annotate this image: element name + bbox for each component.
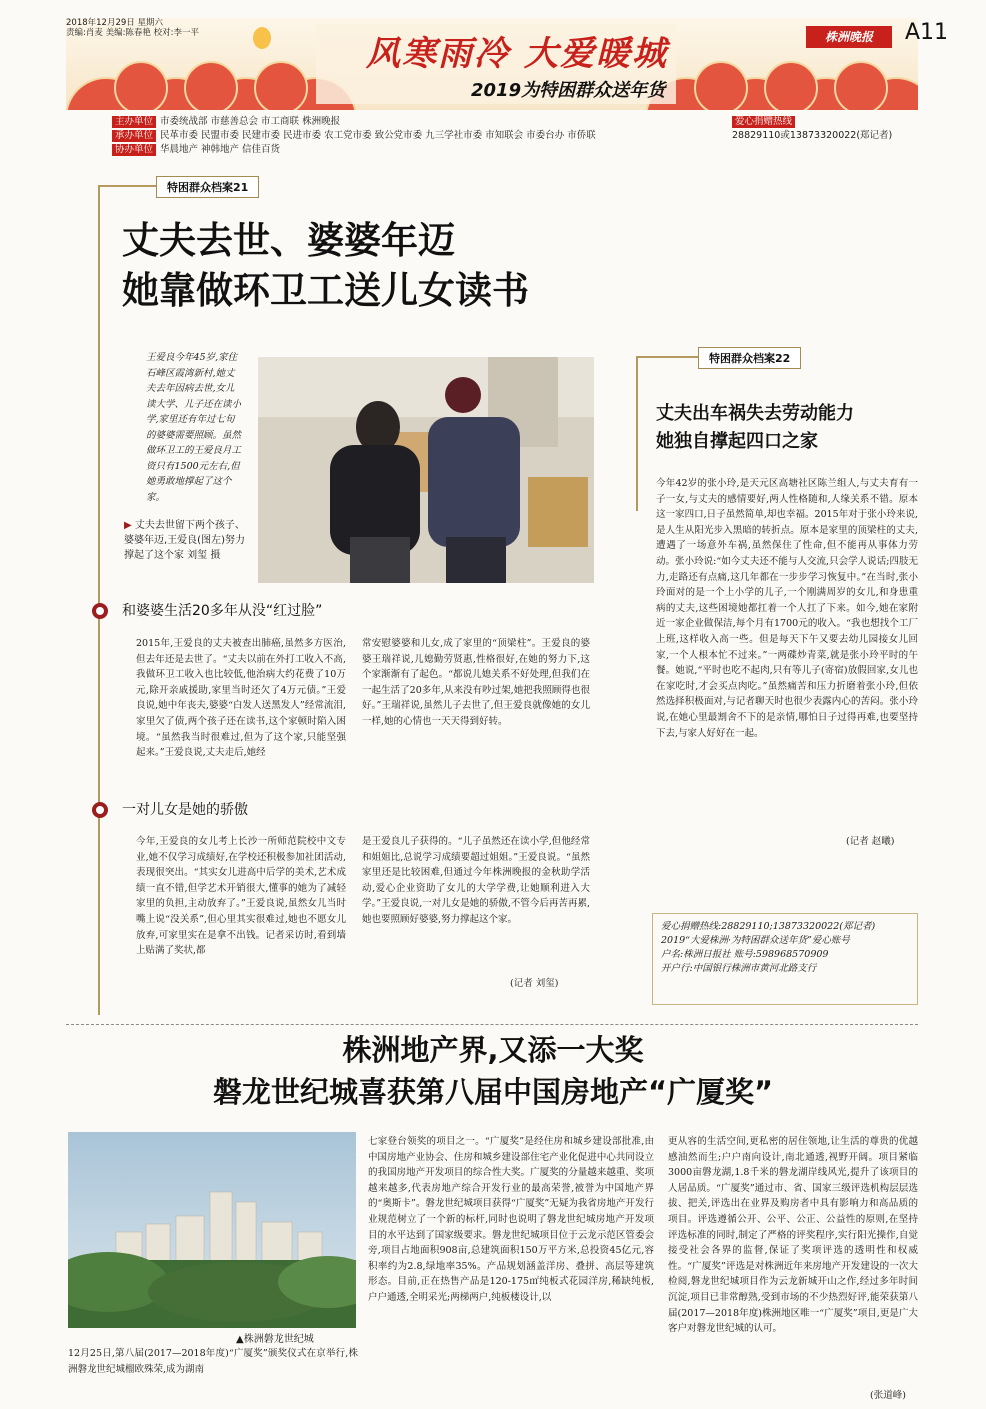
host-list: 市委统战部 市慈善总会 市工商联 株洲晚报	[160, 116, 341, 127]
feature-col3: 更从容的生活空间,更私密的居住领地,让生活的尊贵的优越感油然而生;户户南向设计,南北通透,视野开阔。项目紧临3000亩磐龙湖,1.8千米的磐龙湖岸线风光,提升了该项目的人居品质。“广厦奖”通过市、省、国家三级评选机构层层选拔、把关,评选出在业界及购房者中具有影响力和高品质的项目。评选遵循公开、公平、公正、公益性的原则,在坚持评选标准的同时,制定了严格的评奖程序,实行阳光操作,自觉接受社会各界的监督,保证了奖项评选的透明性和权威性。“广厦奖”评选是对株洲近年来房地产开发建设的一次大检阅,磐龙世纪城项目作为云龙新城开山之作,经过多年时间沉淀,项目已非常醇熟,受到市场的不少热烈好评,能荣获第八届(2017—2018年度)株洲地区唯一“广厦奖”项目,更是广大客户对磐龙世纪城的认可。	[668, 1136, 918, 1335]
banner-title: 风寒雨冷 大爱暖城	[366, 34, 668, 74]
feature-photo-caption: ▲株洲磐龙世纪城	[236, 1334, 314, 1345]
story21-headline-1: 丈夫去世、婆婆年迈	[122, 219, 455, 262]
section-marker-icon	[92, 802, 108, 818]
story21-headline-2: 她靠做环卫工送儿女读书	[122, 269, 529, 312]
photo-women-sitting	[258, 357, 594, 583]
story21-intro: 王爱良今年45岁,家住石峰区霞湾新村,她丈夫去年因病去世,女儿读大学、儿子还在读小学,家里还有年过七旬的婆婆需要照顾。虽然做环卫工的王爱良月工资只有1500元左右,但她勇敢地撑起了这个家。	[146, 352, 242, 503]
story21-section1-title: 和婆婆生活20多年从没“红过脸”	[122, 603, 323, 619]
section-marker-icon	[92, 603, 108, 619]
banner-subtitle: 2019为特困群众送年货	[471, 80, 666, 101]
donation-info-box	[652, 913, 918, 1005]
story22-byline: (记者 赵曦)	[846, 836, 895, 847]
hotline-label: 爱心捐赠热线	[732, 116, 795, 128]
hotline-number: 28829110或13873320022(郑记者)	[732, 130, 893, 141]
donation-line-1: 爱心捐赠热线:28829110;13873320022(郑记者)	[661, 921, 876, 932]
story22-rule	[636, 356, 638, 511]
feature-photo	[68, 1132, 356, 1328]
editor-credits: 责编:肖麦 美编:陈春艳 校对:李一平	[66, 28, 199, 38]
story22-kicker: 特困群众档案22	[698, 347, 801, 369]
story22-headline-2: 她独自撑起四口之家	[656, 431, 818, 452]
assist-list: 华晨地产 神韩地产 信佳百货	[160, 144, 281, 155]
host-label: 主办单位	[112, 116, 156, 128]
page-number: A11	[905, 20, 949, 45]
organizer-block	[112, 116, 722, 156]
feature-headline-2: 磐龙世纪城喜获第八届中国房地产“广厦奖”	[212, 1075, 774, 1109]
story21-rule-top	[98, 185, 158, 187]
caption-arrow-icon: ▶	[124, 520, 132, 531]
story21-section1-col1: 2015年,王爱良的丈夫被查出肺癌,虽然多方医治,但去年还是去世了。“丈夫以前在外打工收入不高,我做环卫工收入也比较低,他治病大约花费了10万元,除开亲戚援助,家里当时还欠了4万元债。”王爱良说,她中年丧夫,婆婆“白发人送黑发人”经常流泪,家里欠了债,两个孩子还在读书,这个家顿时陷入困境。“虽然我当时很难过,但为了这个家,只能坚强起来。”王爱良说,丈夫走后,她经	[136, 638, 346, 759]
story21-caption: 丈夫去世留下两个孩子、婆婆年迈,王爱良(图左)努力撑起了这个家 刘玺 摄	[124, 520, 245, 561]
feature-headline-1: 株洲地产界,又添一大奖	[342, 1033, 644, 1067]
story21-kicker: 特困群众档案21	[156, 176, 259, 198]
story22-body: 今年42岁的张小玲,是天元区高塘社区陈兰组人,与丈夫育有一子一女,与丈夫的感情要好,两人性格随和,人缘关系不错。原本这一家四口,日子虽然简单,却也幸福。2015年对于张小玲来说,是人生从阳光步入黑暗的转折点。原本是家里的顶梁柱的丈夫,遭遇了一场意外车祸,虽然保住了性命,但不能再从事体力劳动。张小玲说:“如今丈夫还不能与人交流,只会学人说话;四肢无力,走路还有点痛,这几年都在一步步学习恢复中。”在当时,张小玲面对的是一个上小学的儿子,一个刚满周岁的女儿,和身患重病的丈夫,这些困境她都扛着一个人扛了下来。如今,她在家附近一家企业做保洁,每个月有1700元的收入。“我也想找个工厂上班,这样收入高一些。但是每天下午又要去幼儿园接女儿回家,一个人根本忙不过来。”一两碟炒青菜,就是张小玲平时的午餐。她说,“平时也吃不起肉,只有等儿子(寄宿)放假回家,女儿也在家吃时,才会买点肉吃。”虽然痛苦和压力折磨着张小玲,但依然选择积极面对,与记者聊天时也很少表露内心的苦闷。张小玲说,在她心里最割舍不下的是亲情,哪怕日子过得再难,也要坚持下去,与家人好好在一起。	[656, 478, 918, 739]
story21-section2-col2: 是王爱良儿子获得的。“儿子虽然还在读小学,但他经常和姐姐比,总说学习成绩要超过姐姐。”王爱良说。“虽然家里还是比较困难,但通过今年株洲晚报的金秋助学活动,爱心企业资助了女儿的大学学费,让她顺利进入大学。”王爱良说,一对儿女是她的骄傲,不管今后再苦再累,她也要照顾好婆婆,努力撑起这个家。	[362, 836, 590, 925]
co-list: 民革市委 民盟市委 民建市委 民进市委 农工党市委 致公党市委 九三学社市委 市知联会 市委台办 市侨联	[160, 130, 596, 141]
photo-residential-buildings	[68, 1132, 356, 1328]
story21-photo	[258, 357, 594, 583]
paper-logo: 株洲晚报	[806, 26, 892, 48]
story21-section2-title: 一对儿女是她的骄傲	[122, 802, 248, 818]
donation-line-3: 户名:株洲日报社 账号:598968570909	[661, 949, 829, 960]
story21-caption-block	[124, 518, 248, 563]
story22-rule-top	[636, 356, 700, 358]
story21-section1-col2: 常安慰婆婆和儿女,成了家里的“顶梁柱”。王爱良的婆婆王瑞祥说,儿媳勤劳贤惠,性格很好,在她的努力下,这个家渐渐有了起色。“都说儿媳关系不好处理,但我们在一起生活了20多年,从来没有吵过架,她把我照顾得也很好。”王瑞祥说,虽然儿子去世了,但王爱良就像她的女儿一样,她的心情也一天天得到好转。	[362, 638, 590, 727]
feature-col1: 12月25日,第八届(2017—2018年度)“广厦奖”颁奖仪式在京举行,株洲磐龙世纪城榴欧殊荣,成为湖南	[68, 1348, 358, 1375]
section-divider	[66, 1024, 918, 1025]
donation-line-4: 开户行:中国银行株洲市黄河北路支行	[661, 963, 817, 974]
story21-section2-col1: 今年,王爱良的女儿考上长沙一所师范院校中文专业,她不仅学习成绩好,在学校还积极参加社团活动,表现很突出。“其实女儿进高中后学的美术,艺术成绩一直不错,但学艺术开销很大,懂事的她为了减轻家里的负担,主动放弃了。”王爱良说,虽然女儿当时嘴上说“没关系”,但心里其实很难过,她也不愿女儿放弃,可家里实在是拿不出钱。记者采访时,看到墙上贴满了奖状,都	[136, 836, 346, 957]
story21-rule	[98, 185, 100, 1015]
feature-col2: 七家登台领奖的项目之一。“广厦奖”是经住房和城乡建设部批准,由中国房地产业协会、住房和城乡建设部住宅产业化促进中心共同设立的我国房地产开发项目的综合性大奖。广厦奖的分量越来越重、奖项越来越多,代表房地产综合开发行业的最高荣誉,被誉为中国地产界的“奥斯卡”。磐龙世纪城项目获得“广厦奖”无疑为我省房地产开发行业规范树立了一个新的标杆,同时也说明了磐龙世纪城房地产开发项目的水平达到了国家级要求。磐龙世纪城项目位于云龙示范区管委会旁,项目占地面积908亩,总建筑面积150万平方米,总投资45亿元,容积率约为2.8,绿地率35%。产品规划涵盖洋房、叠拼、高层等建筑形态。目前,正在热售产品是120-175㎡纯板式花园洋房,稀缺纯板,户户通透,全明采光;两梯两户,纯板楼设计,以	[368, 1136, 654, 1303]
feature-byline: (张道峰)	[870, 1390, 906, 1401]
issue-date: 2018年12月29日 星期六	[66, 18, 163, 28]
hotline-block	[732, 116, 922, 142]
story21-byline: (记者 刘玺)	[510, 978, 559, 989]
assist-label: 协办单位	[112, 144, 156, 156]
donation-line-2: 2019“大爱株洲·为特困群众送年货”爱心账号	[661, 935, 850, 946]
co-label: 承办单位	[112, 130, 156, 142]
story22-headline-1: 丈夫出车祸失去劳动能力	[656, 403, 854, 424]
